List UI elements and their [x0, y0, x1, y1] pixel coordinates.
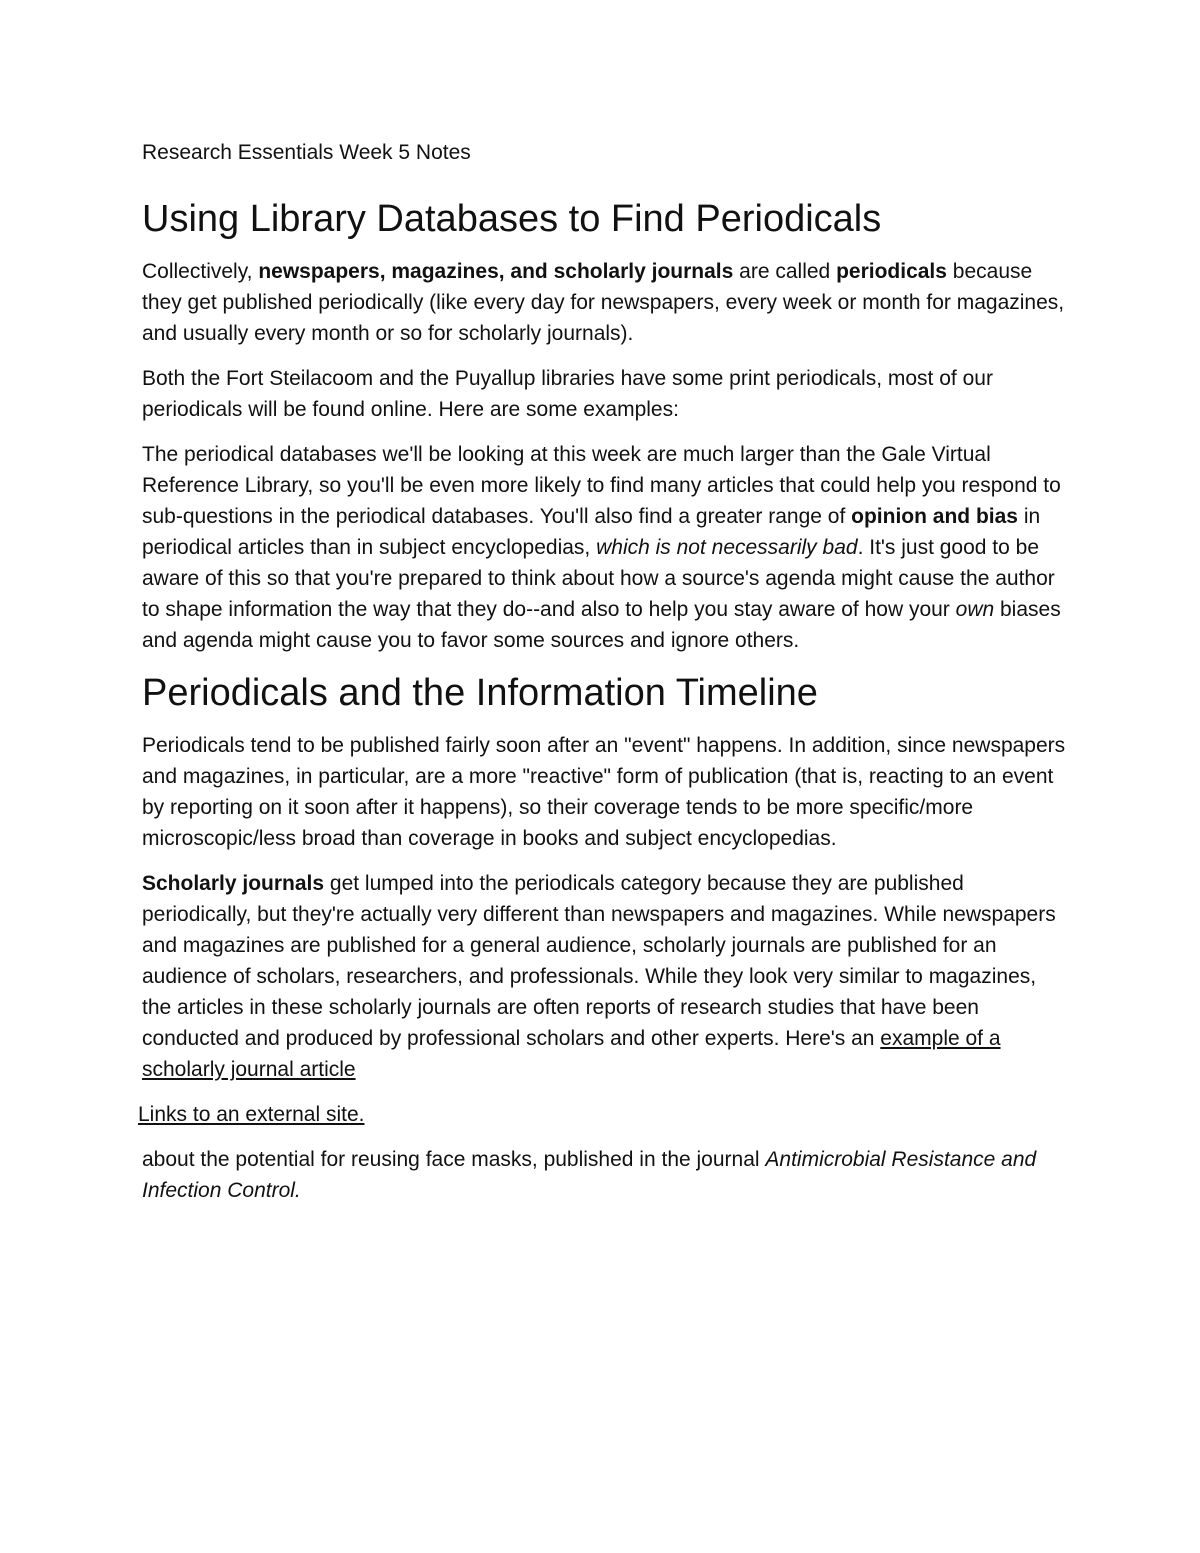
text-run: are called: [733, 260, 837, 283]
italic-text: own: [955, 598, 995, 621]
bold-text: periodicals: [836, 260, 947, 283]
text-run: biases and agenda might cause you to favor some sources and ignore others.: [142, 598, 1061, 652]
paragraph-periodicals-definition: [142, 256, 1067, 349]
paragraph-scholarly-journals: [142, 868, 1067, 1085]
text-run: . It's just good to be aware of this so that you're prepared to think about how a source's agenda might cause the author to shape information the way that they do--and also to help you stay aware of how your: [142, 536, 1055, 621]
paragraph-library-locations: Both the Fort Steilacoom and the Puyallup libraries have some print periodicals, most of our periodicals will be found online. Here are some examples:: [142, 367, 993, 421]
bold-text: newspapers, magazines, and scholarly journals: [258, 260, 734, 283]
section-heading-timeline: Periodicals and the Information Timeline: [142, 672, 818, 714]
section-heading-databases: Using Library Databases to Find Periodicals: [142, 198, 882, 240]
paragraph-timeline: Periodicals tend to be published fairly soon after an "event" happens. In addition, since newspapers and magazines, in particular, are a more "reactive" form of publication (that is, reacting to an event by reporting on it soon after it happens), so their coverage tends to be more specific/more microscopic/less broad than coverage in books and subject encyclopedias.: [142, 734, 1066, 850]
text-run: get lumped into the periodicals category because they are published periodically, but they're actually very different than newspapers and magazines. While newspapers and magazines are published for a general audience, scholarly journals are published for an audience of scholars, researchers, and professionals. While they look very similar to magazines, the articles in these scholarly journals are often reports of research studies that have been conducted and produced by professional scholars and other experts. Here's an: [142, 872, 1056, 1050]
text-run: in periodical articles than in subject encyclopedias,: [142, 505, 1041, 559]
text-run: Collectively,: [142, 260, 259, 283]
italic-text: which is not necessarily bad: [596, 536, 858, 559]
scholarly-article-link[interactable]: example of a scholarly journal article: [142, 1027, 1001, 1081]
text-run: because they get published periodically (like every day for newspapers, every week or month for magazines, and usually every month or so for scholarly journals).: [142, 260, 1065, 345]
journal-title: Antimicrobial Resistance and Infection Control.: [142, 1148, 1037, 1202]
bold-text: opinion and bias: [851, 505, 1018, 528]
text-run: The periodical databases we'll be looking at this week are much larger than the Gale Virtual Reference Library, so you'll be even more likely to find many articles that could help you respond to sub-questions in the periodical databases. You'll also find a greater range of: [142, 443, 1061, 528]
document-page: [138, 138, 1067, 1220]
paragraph-face-masks: [142, 1144, 1067, 1206]
paragraph-database-bias: [142, 439, 1067, 656]
text-run: about the potential for reusing face masks, published in the journal: [142, 1148, 766, 1171]
bold-text: Scholarly journals: [142, 872, 325, 895]
document-label: Research Essentials Week 5 Notes: [142, 141, 471, 164]
external-site-link[interactable]: Links to an external site.: [138, 1103, 365, 1126]
paragraph-external-link: [138, 1099, 1067, 1130]
